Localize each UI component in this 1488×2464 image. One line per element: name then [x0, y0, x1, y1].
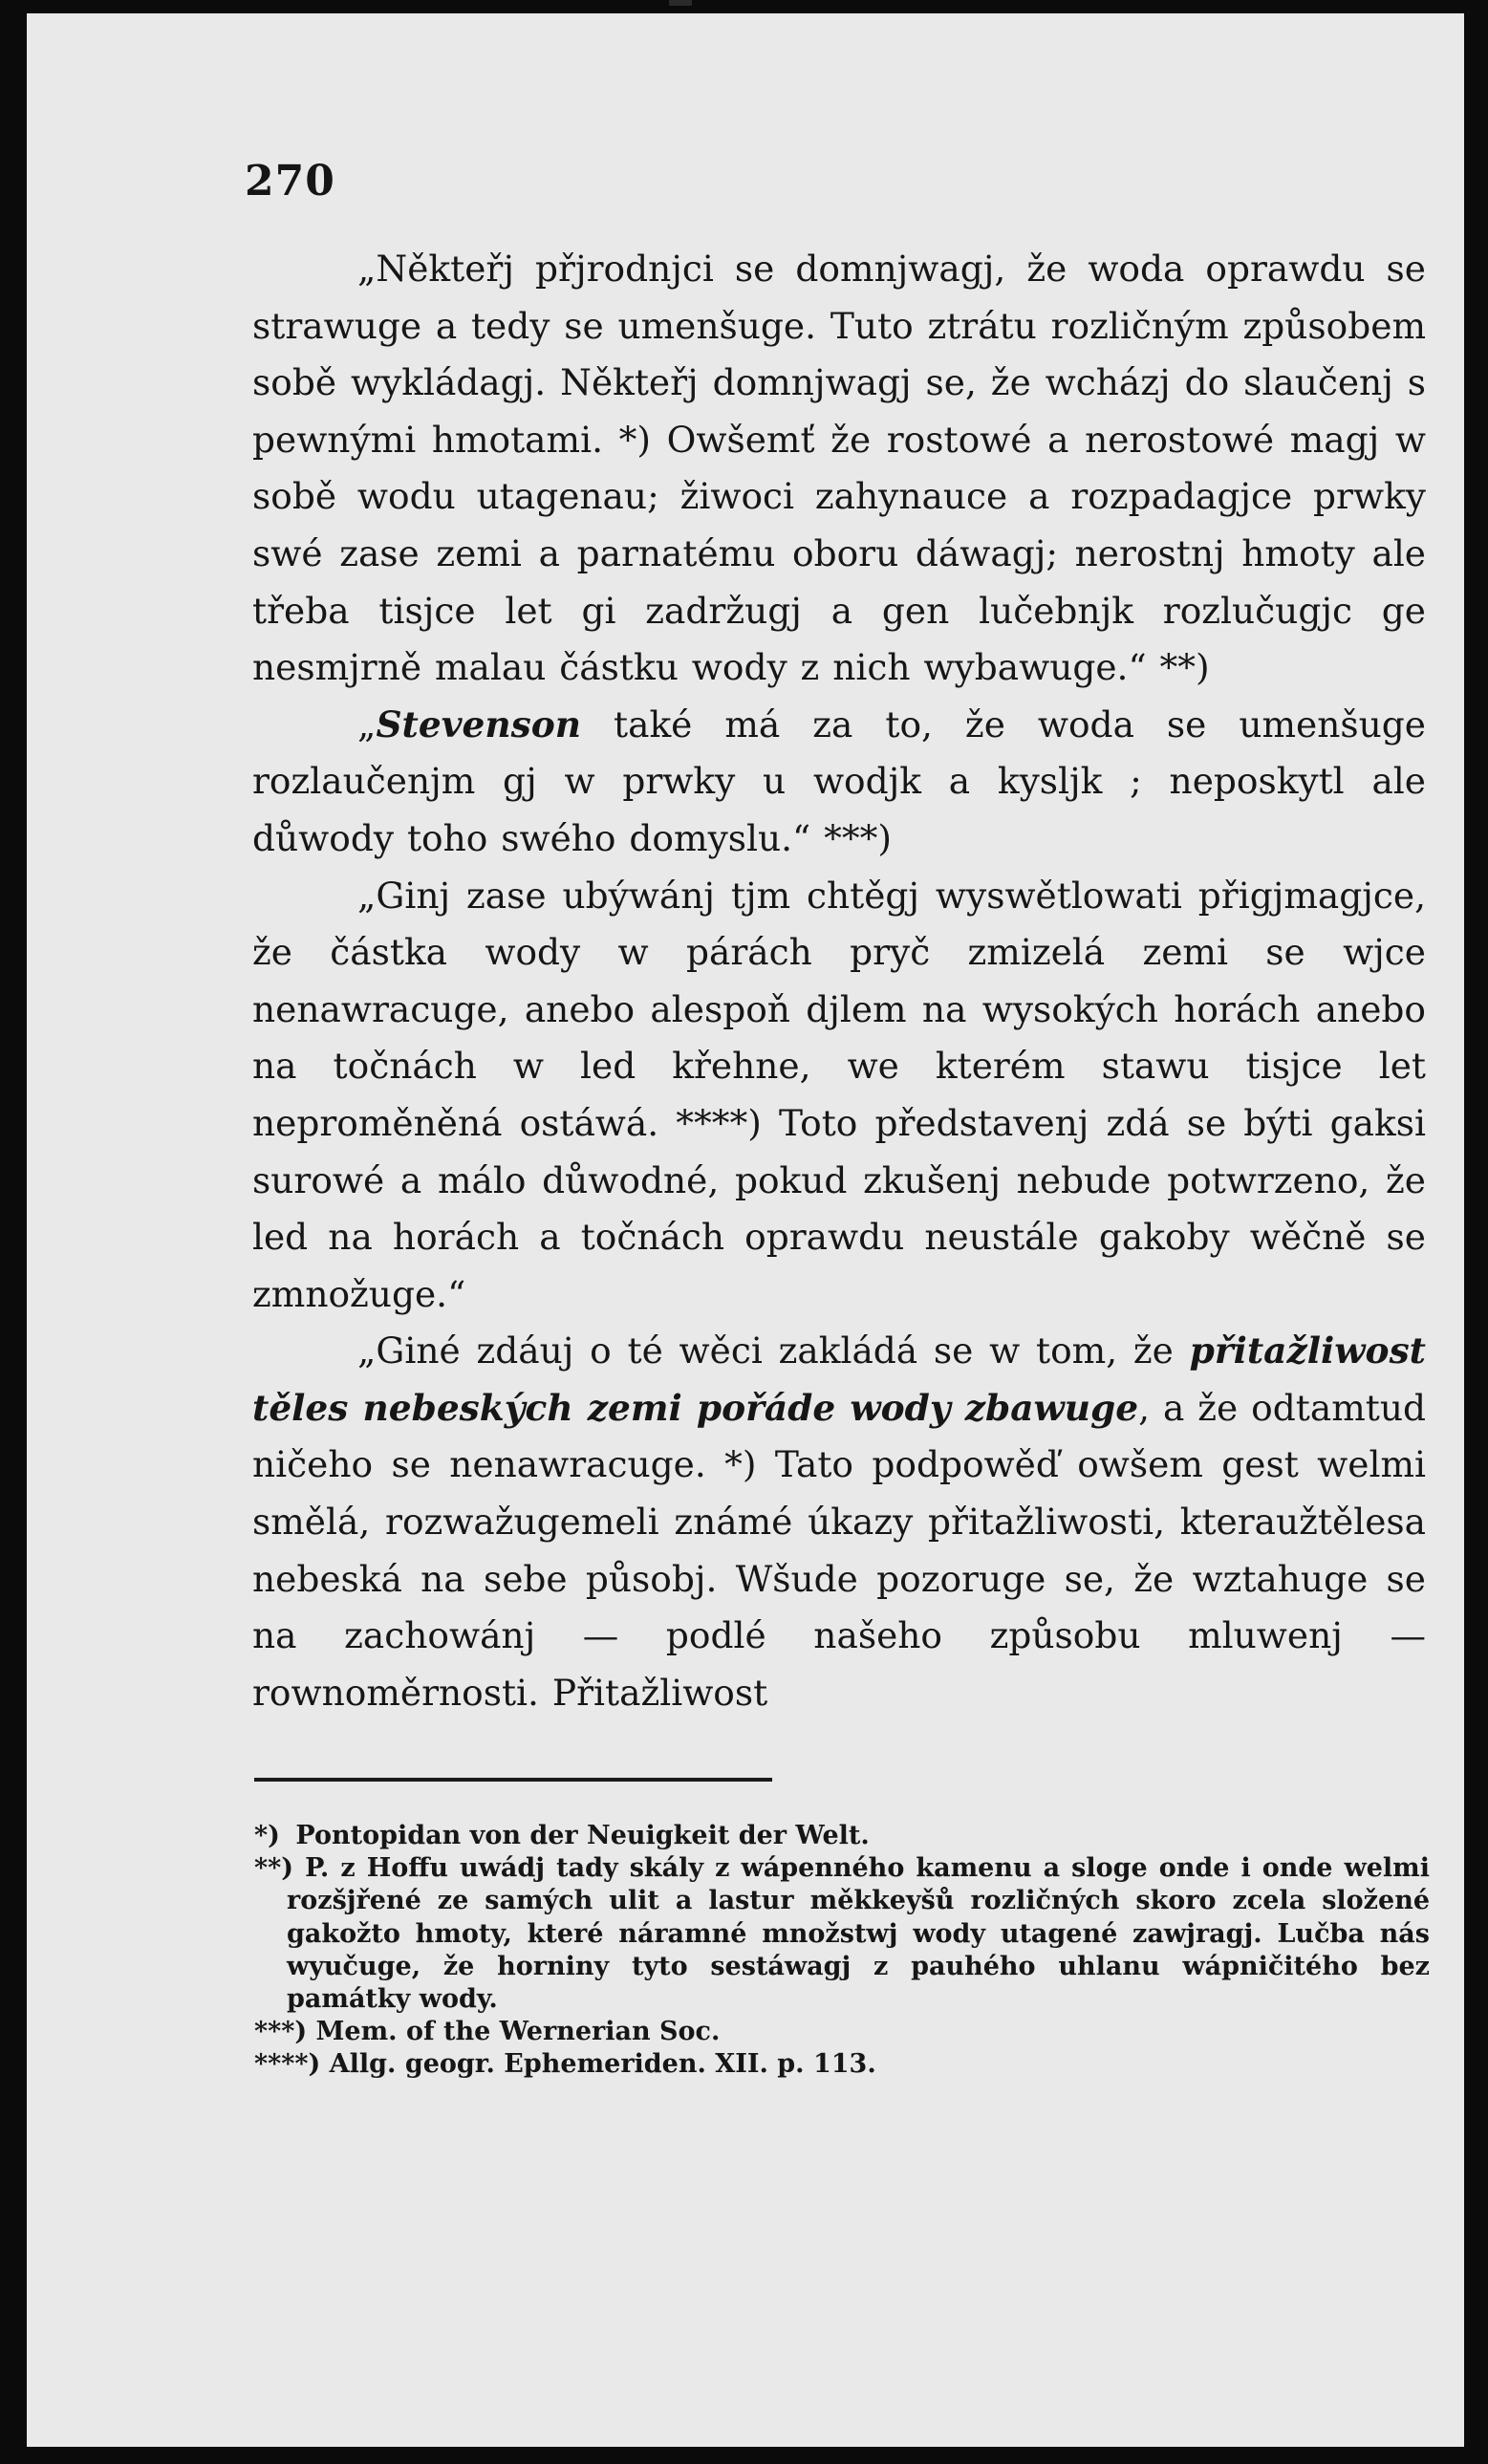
- paragraph-2-rest: také má za to, že woda se umenšuge rozlaučenjm gj w prwky u wodjk a kysljk ; neposkytl ale důwody toho swého domyslu.“ ***): [252, 702, 1426, 859]
- body-text: [252, 241, 1426, 1721]
- paragraph-4-rest: , a že odtamtud ničeho se nenawracuge. *) Tato podpowěď owšem gest welmi smělá, rozwažugemeli známé úkazy přitažliwosti, kteraužtělesa nebeská na sebe působj. Wšude pozoruge se, že wztahuge se na zachowánj — podlé našeho způsobu mluwenj — rownoměrnosti. Přitažliwost: [252, 1386, 1426, 1714]
- footnote-1: [254, 1820, 1430, 1852]
- footnote-marker: ***): [254, 2017, 308, 2047]
- footnote-text: Mem. of the Wernerian Soc.: [315, 2017, 721, 2047]
- paragraph-2-lead: „: [357, 702, 377, 746]
- paragraph-4-emphasis: přitažliwost těles nebeských zemi pořáde wody zbawuge: [252, 1329, 1426, 1429]
- footnote-text: Allg. geogr. Ephemeriden. XII. p. 113.: [329, 2049, 876, 2080]
- footnote-text: P. z Hoffu uwádj tady skály z wápenného kamenu a sloge onde i onde welmi rozšjřené ze samých ulit a lastur měkkeyšů rozličných skoro zcela složené gakožto hmoty, které náramné množstwj wody utagené zawjragj. Lučba nás wyučuge, že horniny tyto sestáwagj z pauhého uhlanu wápničitého bez památky wody.: [287, 1853, 1430, 2015]
- footnote-2: [254, 1852, 1430, 2016]
- footnote-marker: ****): [254, 2049, 321, 2080]
- footnote-text: Pontopidan von der Neuigkeit der Welt.: [295, 1821, 870, 1850]
- book-page: [27, 13, 1464, 2447]
- paragraph-4: [252, 1323, 1426, 1721]
- paragraph-4-lead: „Giné zdáuj o té wěci zakládá se w tom, že: [357, 1329, 1190, 1372]
- paragraph-3: „Ginj zase ubýwánj tjm chtěgj wyswětlowati přigjmagjce, že částka wody w párách pryč zmizelá zemi se wjce nenawracuge, anebo alespoň djlem na wysokých horách anebo na točnách w led křehne, we kterém stawu tisjce let neproměněná ostáwá. ****) Toto představenj zdá se býti gaksi surowé a málo důwodné, pokud zkušenj nebude potwrzeno, že led na horách a točnách oprawdu neustále gakoby wěčně se zmnožuge.“: [252, 874, 1426, 1315]
- footnote-marker: *): [254, 1821, 280, 1850]
- footnote-3: [254, 2016, 1430, 2048]
- paragraph-1: „Někteřj přjrodnjci se domnjwagj, že woda oprawdu se strawuge a tedy se umenšuge. Tuto ztrátu rozličným způsobem sobě wykládagj. Někteřj domnjwagj se, že wcházj do slaučenj s pewnými hmotami. *) Owšemť že rostowé a nerostowé magj w sobě wodu utagenau; žiwoci zahynauce a rozpadagjce prwky swé zase zemi a parnatému oboru dáwagj; nerostnj hmoty ale třeba tisjce let gi zadržugj a gen lučebnjk rozlučugjc ge nesmjrně malau částku wody z nich wybawuge.“ **): [252, 248, 1426, 689]
- page-number: 270: [245, 157, 335, 205]
- footnote-marker: **): [254, 1853, 294, 1884]
- footnote-divider: [254, 1778, 772, 1782]
- footnote-4: [254, 2048, 1430, 2081]
- paragraph-2-emphasis: Stevenson: [376, 702, 582, 746]
- paragraph-2: [252, 697, 1426, 868]
- footnotes: [254, 1820, 1430, 2082]
- scan-edge-speck: [669, 0, 692, 6]
